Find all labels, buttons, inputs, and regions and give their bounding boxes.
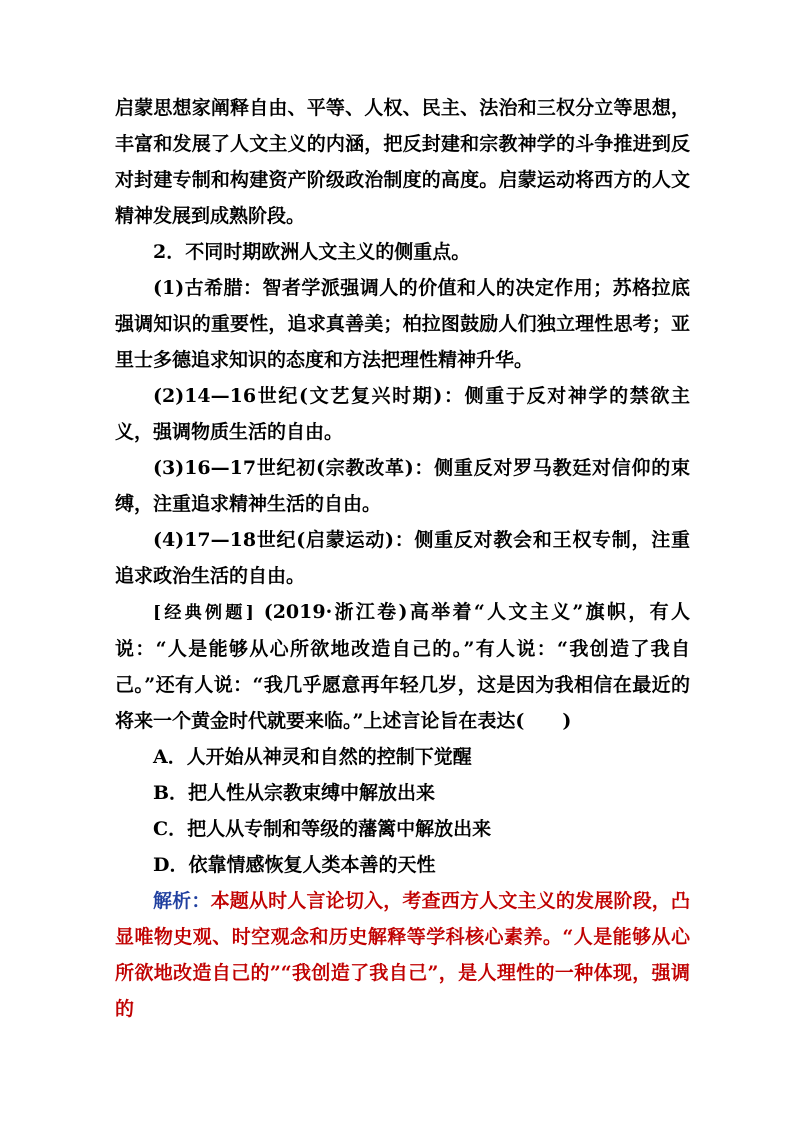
- analysis-text: 本题从时人言论切入，考查西方人文主义的发展阶段，凸显唯物史观、时空观念和历史解释等学科核心素养。“人是能够从心所欲地改造自己的”“我创造了我自己”，是人理性的一种体现，强调的: [115, 890, 690, 1020]
- option-d: D．依靠情感恢复人类本善的天性: [153, 854, 436, 876]
- analysis-label: 解析：: [153, 890, 211, 912]
- period-ancient-greece: (1)古希腊：智者学派强调人的价值和人的决定作用；苏格拉底强调知识的重要性，追求真善美；柏拉图鼓励人们独立理性思考；亚里士多德追求知识的态度和方法把理性精神升华。: [115, 277, 690, 371]
- option-c: C．把人从专制和等级的藩篱中解放出来: [153, 818, 492, 840]
- period-reformation: (3)16—17世纪初(宗教改革)：侧重反对罗马教廷对信仰的束缚，注重追求精神生活的自由。: [115, 457, 690, 515]
- example-question: [115, 594, 690, 739]
- example-tag: [经典例题]: [153, 603, 255, 623]
- period-enlightenment: (4)17—18世纪(启蒙运动)：侧重反对教会和王权专制，注重追求政治生活的自由。: [115, 529, 690, 587]
- analysis-paragraph: [115, 883, 690, 1027]
- period-renaissance: (2)14—16世纪(文艺复兴时期)：侧重于反对神学的禁欲主义，强调物质生活的自由。: [115, 385, 690, 443]
- example-source: (2019·浙江卷): [263, 601, 408, 623]
- document-page: [115, 90, 690, 1027]
- option-a: A．人开始从神灵和自然的控制下觉醒: [153, 746, 472, 768]
- option-b: B．把人性从宗教束缚中解放出来: [153, 782, 436, 804]
- section2-heading: 2．不同时期欧洲人文主义的侧重点。: [153, 241, 471, 263]
- paragraph-enlightenment: 启蒙思想家阐释自由、平等、人权、民主、法治和三权分立等思想，丰富和发展了人文主义的内涵，把反封建和宗教神学的斗争推进到反对封建专制和构建资产阶级政治制度的高度。启蒙运动将西方的人文精神发展到成熟阶段。: [115, 97, 690, 227]
- example-question-text: 高举着“人文主义”旗帜，有人说：“人是能够从心所欲地改造自己的。”有人说：“我创造了我自己。”还有人说：“我几乎愿意再年轻几岁，这是因为我相信在最近的将来一个黄金时代就要来临。”上述言论旨在表达( ): [115, 601, 691, 732]
